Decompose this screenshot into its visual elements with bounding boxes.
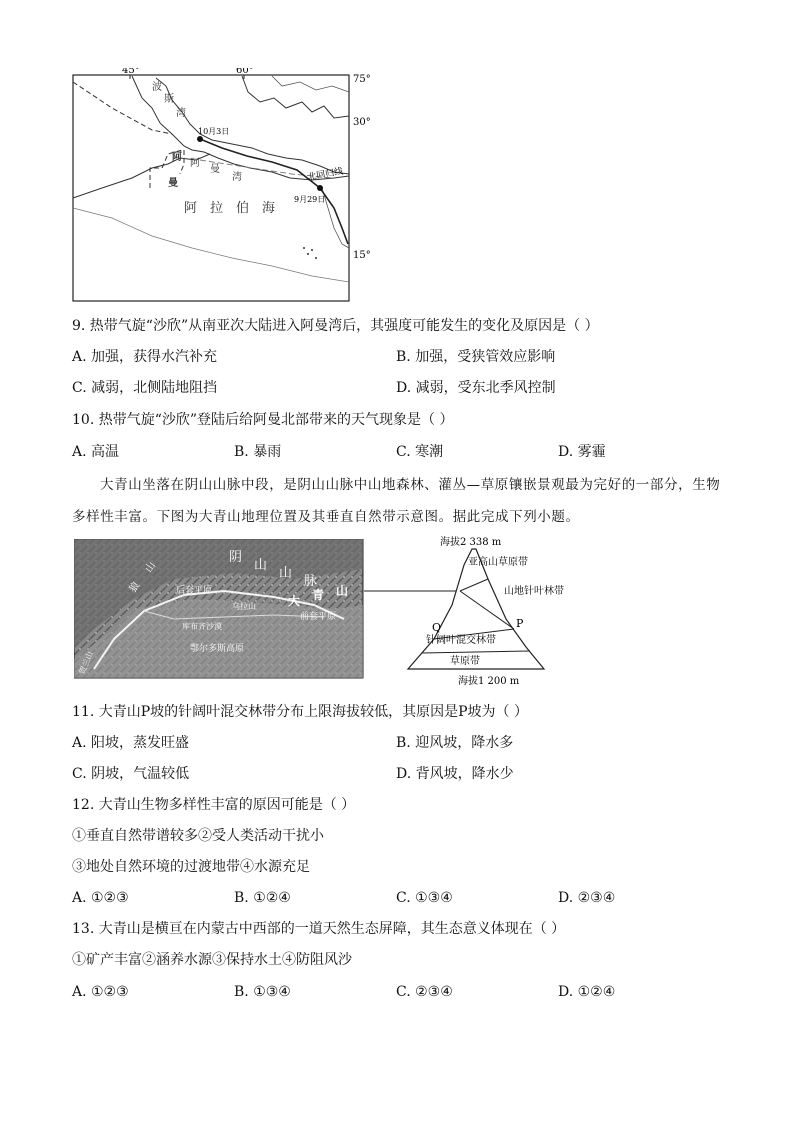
q9-option-d[interactable]: D. 减弱，受东北季风控制	[396, 380, 556, 396]
q13-option-a[interactable]: A. ①②③	[72, 984, 129, 1000]
q13-option-c[interactable]: C. ②③④	[396, 984, 453, 1000]
summit-elevation: 海拔2 338 m	[440, 537, 502, 548]
svg-text:波: 波	[152, 82, 162, 93]
houtao-plain-label: 后套平原	[176, 586, 213, 596]
q10-option-d[interactable]: D. 雾霾	[558, 444, 606, 460]
passage-line-2: 多样性丰富。下图为大青山地理位置及其垂直自然带示意图。据此完成下列小题。	[72, 509, 580, 525]
question-10-stem: 10. 热带气旋“沙欣”登陆后给阿曼北部带来的天气现象是（ ）	[72, 412, 454, 428]
question-9-stem: 9. 热带气旋“沙欣”从南亚次大陆进入阿曼湾后，其强度可能发生的变化及原因是（ ）	[72, 318, 599, 334]
svg-text:阿: 阿	[190, 158, 200, 169]
svg-text:阿: 阿	[184, 201, 198, 216]
q11-option-b[interactable]: B. 迎风坡，降水多	[396, 735, 514, 751]
q12-option-c[interactable]: C. ①③④	[396, 890, 453, 906]
q12-option-d[interactable]: D. ②③④	[558, 890, 616, 906]
svg-text:阿: 阿	[172, 152, 182, 163]
slope-p-label: P	[516, 617, 524, 630]
svg-text:湾: 湾	[232, 172, 242, 183]
zone-mixed-forest: 针阔叶混交林带	[426, 635, 496, 646]
qiantao-plain-label: 前套平原	[300, 612, 337, 622]
svg-text:阴: 阴	[229, 550, 243, 565]
svg-text:大: 大	[288, 594, 301, 608]
svg-text:海: 海	[262, 201, 276, 216]
q12-statement-line-2: ③地处自然环境的过渡地带④水源充足	[72, 859, 310, 875]
zonation-svg	[364, 535, 594, 690]
base-elevation: 海拔1 200 m	[458, 676, 520, 687]
svg-text:斯: 斯	[164, 94, 174, 105]
relief-map-svg	[74, 539, 364, 679]
zone-subalpine-meadow: 亚高山草原带	[468, 557, 528, 568]
lat-label-15: 15°	[353, 250, 371, 261]
svg-text:脉: 脉	[304, 574, 318, 589]
kubuqi-desert-label: 库布齐沙漠	[182, 622, 222, 631]
question-12-stem: 12. 大青山生物多样性丰富的原因可能是（ ）	[72, 797, 356, 813]
q9-option-c[interactable]: C. 减弱，北侧陆地阻挡	[72, 380, 218, 396]
q12-option-b[interactable]: B. ①②④	[234, 890, 291, 906]
lon-label-45: 45°	[122, 68, 140, 76]
q12-statement-line-1: ①垂直自然带谱较多②受人类活动干扰小	[72, 828, 324, 844]
track-point-sep29	[317, 185, 323, 191]
q10-option-a[interactable]: A. 高温	[72, 444, 120, 460]
svg-text:曼: 曼	[168, 178, 178, 189]
ordos-plateau-label: 鄂尔多斯高原	[190, 644, 245, 654]
helanshan-label: 贺兰山	[77, 650, 95, 676]
svg-text:山: 山	[336, 584, 349, 598]
svg-text:湾: 湾	[176, 108, 186, 119]
q13-option-b[interactable]: B. ①③④	[234, 984, 291, 1000]
q9-option-b[interactable]: B. 加强，受狭管效应影响	[396, 349, 556, 365]
zone-grassland: 草原带	[450, 656, 480, 667]
lat-label-30: 30°	[353, 117, 371, 128]
cyclone-map-svg	[72, 68, 372, 304]
slope-q-label: Q	[432, 621, 442, 634]
date-label-sep29: 9月29日	[294, 195, 326, 204]
svg-text:青: 青	[312, 588, 325, 602]
cyclone-map	[72, 68, 372, 304]
svg-text:狼: 狼	[127, 580, 143, 595]
q13-option-d[interactable]: D. ①②④	[558, 984, 616, 1000]
svg-text:曼: 曼	[210, 164, 220, 175]
q13-statement-line-1: ①矿产丰富②涵养水源③保持水土④防阻风沙	[72, 952, 352, 968]
zone-coniferous: 山地针叶林带	[504, 586, 564, 597]
q11-option-c[interactable]: C. 阴坡，气温较低	[72, 766, 190, 782]
track-point-oct3	[197, 136, 203, 142]
q12-option-a[interactable]: A. ①②③	[72, 890, 129, 906]
tropic-label: 北回归线	[306, 166, 344, 183]
q10-option-c[interactable]: C. 寒潮	[396, 444, 444, 460]
question-11-stem: 11. 大青山P坡的针阔叶混交林带分布上限海拔较低，其原因是P坡为（ ）	[72, 704, 529, 720]
svg-text:拉: 拉	[210, 201, 224, 216]
passage-line-1: 大青山坐落在阴山山脉中段，是阴山山脉中山地森林、灌丛—草原镶嵌景观最为完好的一部分，生物	[100, 477, 721, 493]
q9-option-a[interactable]: A. 加强，获得水汽补充	[72, 349, 218, 365]
svg-text:山: 山	[279, 566, 293, 581]
q10-option-b[interactable]: B. 暴雨	[234, 444, 282, 460]
q11-option-d[interactable]: D. 背风坡，降水少	[396, 766, 514, 782]
q11-option-a[interactable]: A. 阳坡，蒸发旺盛	[72, 735, 190, 751]
date-label-oct3: 10月3日	[198, 127, 230, 136]
svg-text:山: 山	[254, 558, 268, 573]
daqingshan-relief-map	[74, 539, 364, 679]
svg-text:山: 山	[143, 560, 159, 575]
svg-text:伯: 伯	[236, 201, 250, 216]
lon-label-60: 60°	[236, 68, 254, 76]
vertical-zonation-diagram	[364, 535, 594, 690]
wulashan-label: 乌拉山	[232, 602, 256, 611]
lat-label-75: 75°	[353, 74, 371, 85]
question-13-stem: 13. 大青山是横亘在内蒙古中西部的一道天然生态屏障，其生态意义体现在（ ）	[72, 921, 566, 937]
